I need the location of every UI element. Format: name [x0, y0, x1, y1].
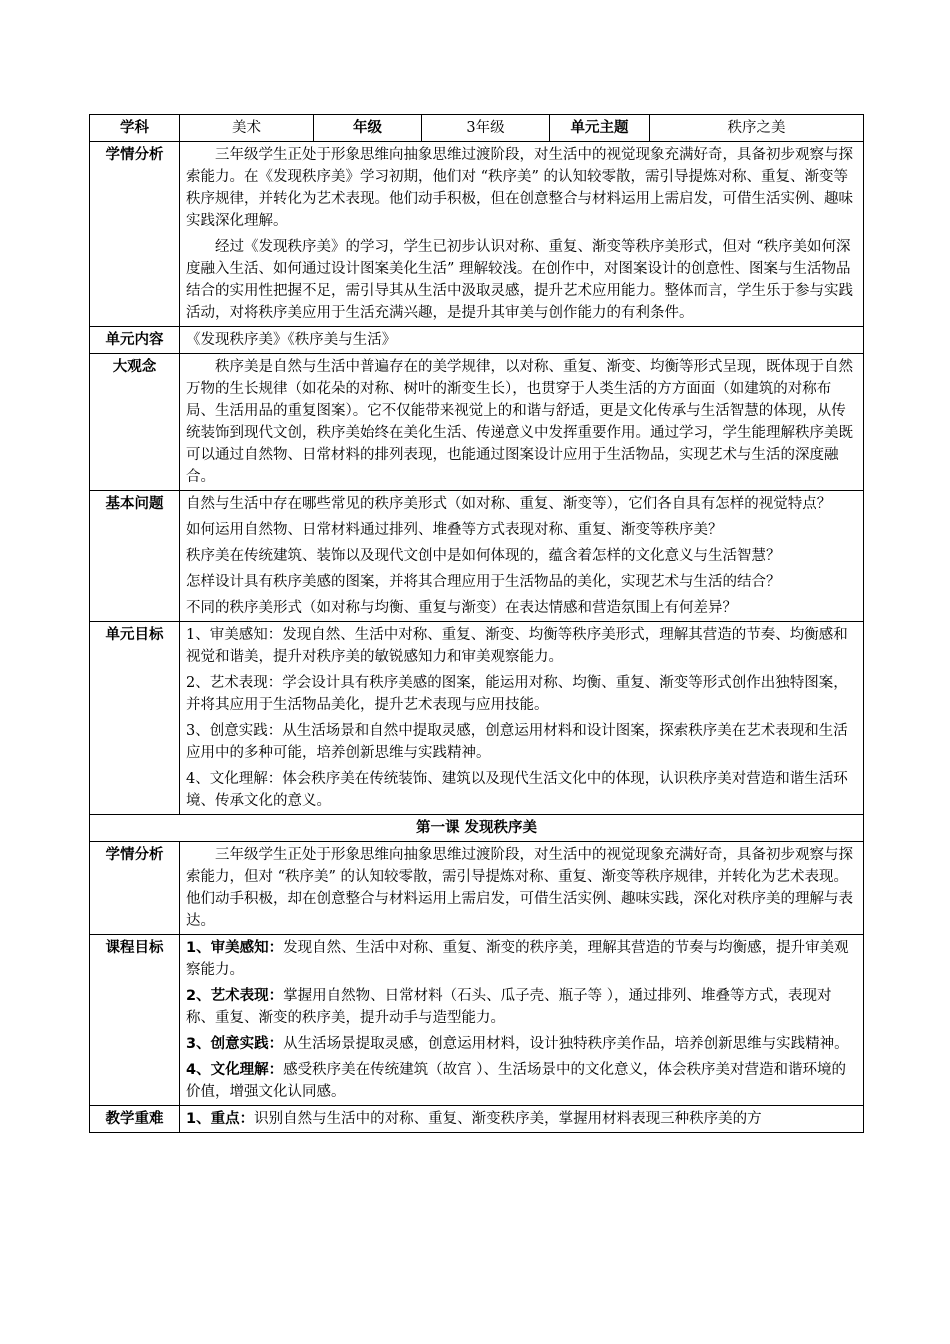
unit-goals-row	[90, 622, 864, 815]
goal-item: 2、艺术表现：学会设计具有秩序美感的图案，能运用对称、均衡、重复、渐变等形式创作出独特图案，并将其应用于生活物品美化，提升艺术表现与应用技能。	[186, 675, 848, 713]
lesson-goal-key: 4、文化理解：	[186, 1062, 284, 1078]
lesson1-goals-content	[180, 935, 864, 1106]
question-item: 怎样设计具有秩序美感的图案，并将其合理应用于生活物品的美化，实现艺术与生活的结合？	[186, 574, 781, 590]
lesson-goal-text: 感受秩序美在传统建筑（故宫 ）、生活场景中的文化意义，体会秩序美对营造和谐环境的价值，增强文化认同感。	[186, 1062, 846, 1100]
difficulty-key: 1、重点：	[186, 1111, 255, 1127]
basic-questions-content	[180, 491, 864, 622]
big-idea-content	[180, 354, 864, 491]
lesson1-difficulty-row	[90, 1106, 864, 1133]
lesson-goal-item	[186, 985, 857, 1029]
question-item: 如何运用自然物、日常材料通过排列、堆叠等方式表现对称、重复、渐变等秩序美？	[186, 522, 723, 538]
lesson-goal-key: 1、审美感知：	[186, 940, 284, 956]
lesson-goal-text: 发现自然、生活中对称、重复、渐变的秩序美，理解其营造的节奏与均衡感，提升审美观察能力。	[186, 940, 849, 978]
difficulty-text: 识别自然与生活中的对称、重复、渐变秩序美，掌握用材料表现三种秩序美的方	[254, 1111, 762, 1127]
lesson-goal-text: 掌握用自然物、日常材料（石头、瓜子壳、瓶子等 ），通过排列、堆叠等方式，表现对称、重复、渐变的秩序美，提升动手与造型能力。	[186, 988, 832, 1026]
lesson1-analysis-row	[90, 842, 864, 935]
subject-label: 学科	[90, 115, 180, 142]
learner-analysis-paragraph: 经过《发现秩序美》的学习，学生已初步认识对称、重复、渐变等秩序美形式，但对 “秩序美如何深度融入生活、如何通过设计图案美化生活” 理解较浅。在创作中，对图案设计的创意性、图案与生活物品结合的实用性把握不足，需引导其从生活中汲取灵感，提升艺术应用能力。整体而言，学生乐于参与实践活动，对将秩序美应用于生活充满兴趣，是提升其审美与创作能力的有利条件。	[186, 239, 853, 321]
lesson-goal-item	[186, 937, 857, 981]
lesson-plan-table	[89, 114, 864, 1133]
header-row	[90, 115, 864, 142]
learner-analysis-content	[180, 142, 864, 327]
question-item: 秩序美在传统建筑、装饰以及现代文创中是如何体现的，蕴含着怎样的文化意义与生活智慧？	[186, 548, 781, 564]
lesson1-title: 第一课 发现秩序美	[90, 815, 864, 842]
basic-questions-label: 基本问题	[90, 491, 180, 622]
unit-goals-label: 单元目标	[90, 622, 180, 815]
big-idea-row	[90, 354, 864, 491]
grade-value: 3年级	[422, 115, 550, 142]
lesson1-goals-label: 课程目标	[90, 935, 180, 1106]
lesson-goal-text: 从生活场景提取灵感，创意运用材料，设计独特秩序美作品，培养创新思维与实践精神。	[283, 1036, 849, 1052]
lesson1-title-row	[90, 815, 864, 842]
lesson1-difficulty-label: 教学重难	[90, 1106, 180, 1133]
lesson1-difficulty-content	[180, 1106, 864, 1133]
lesson-goal-item	[186, 1059, 857, 1103]
grade-label: 年级	[314, 115, 422, 142]
goal-item: 4、文化理解：体会秩序美在传统装饰、建筑以及现代生活文化中的体现，认识秩序美对营造和谐生活环境、传承文化的意义。	[186, 771, 848, 809]
lesson-goal-item	[186, 1033, 857, 1055]
lesson-goal-key: 2、艺术表现：	[186, 988, 284, 1004]
question-item: 自然与生活中存在哪些常见的秩序美形式（如对称、重复、渐变等），它们各自具有怎样的视觉特点？	[186, 496, 832, 512]
basic-questions-row	[90, 491, 864, 622]
subject-value: 美术	[180, 115, 314, 142]
lesson-goal-key: 3、创意实践：	[186, 1036, 284, 1052]
unit-content-row	[90, 327, 864, 354]
learner-analysis-paragraph: 三年级学生正处于形象思维向抽象思维过渡阶段，对生活中的视觉现象充满好奇，具备初步观察与探索能力。在《发现秩序美》学习初期，他们对 “秩序美” 的认知较零散，需引导提炼对称、重复、渐变等秩序规律，并转化为艺术表现。他们动手积极，但在创意整合与材料运用上需启发，可借生活实例、趣味实践深化理解。	[186, 147, 853, 229]
lesson1-analysis-label: 学情分析	[90, 842, 180, 935]
big-idea-text: 秩序美是自然与生活中普遍存在的美学规律，以对称、重复、渐变、均衡等形式呈现，既体现于自然万物的生长规律（如花朵的对称、树叶的渐变生长），也贯穿于人类生活的方方面面（如建筑的对称布局、生活用品的重复图案）。它不仅能带来视觉上的和谐与舒适，更是文化传承与生活智慧的体现，从传统装饰到现代文创，秩序美始终在美化生活、传递意义中发挥重要作用。通过学习，学生能理解秩序美既可以通过自然物、日常材料的排列表现，也能通过图案设计应用于生活物品，实现艺术与生活的深度融合。	[186, 359, 853, 485]
lesson1-analysis-text: 三年级学生正处于形象思维向抽象思维过渡阶段，对生活中的视觉现象充满好奇，具备初步观察与探索能力，但对 “秩序美” 的认知较零散，需引导提炼对称、重复、渐变等秩序规律，并转化为艺术表现。他们动手积极，却在创意整合与材料运用上需启发，可借生活实例、趣味实践，深化对秩序美的理解与表达。	[186, 847, 853, 929]
big-idea-label: 大观念	[90, 354, 180, 491]
learner-analysis-label: 学情分析	[90, 142, 180, 327]
unit-goals-content	[180, 622, 864, 815]
question-item: 不同的秩序美形式（如对称与均衡、重复与渐变）在表达情感和营造氛围上有何差异？	[186, 600, 737, 616]
lesson1-analysis-content	[180, 842, 864, 935]
unit-content-label: 单元内容	[90, 327, 180, 354]
learner-analysis-row	[90, 142, 864, 327]
goal-item: 1、审美感知：发现自然、生活中对称、重复、渐变、均衡等秩序美形式，理解其营造的节奏、均衡感和视觉和谐美，提升对秩序美的敏锐感知力和审美观察能力。	[186, 627, 848, 665]
lesson1-goals-row	[90, 935, 864, 1106]
theme-value: 秩序之美	[650, 115, 864, 142]
theme-label: 单元主题	[550, 115, 650, 142]
goal-item: 3、创意实践：从生活场景和自然中提取灵感，创意运用材料和设计图案，探索秩序美在艺术表现和生活应用中的多种可能，培养创新思维与实践精神。	[186, 723, 848, 761]
unit-content-text: 《发现秩序美》《秩序美与生活》	[180, 327, 864, 354]
